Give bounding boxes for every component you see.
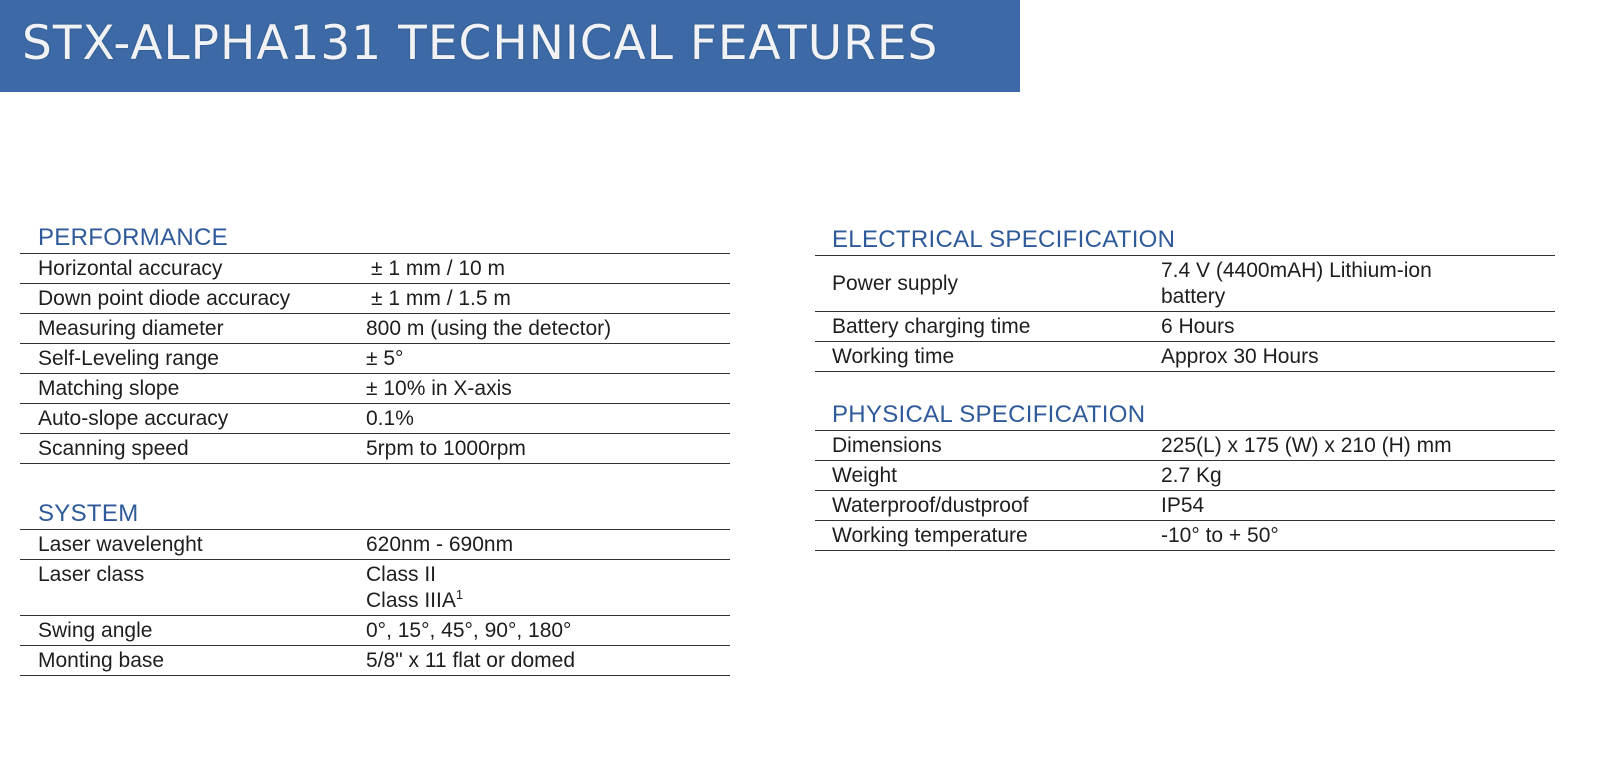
spec-label: Self-Leveling range: [38, 347, 219, 370]
performance-table: [20, 253, 730, 464]
system-section: [20, 499, 730, 676]
spec-value: 0.1%: [366, 407, 414, 430]
spec-label: Down point diode accuracy: [38, 287, 291, 310]
table-row: [815, 491, 1555, 521]
spec-label: Scanning speed: [38, 437, 189, 460]
table-row: [815, 342, 1555, 372]
system-title: SYSTEM: [38, 500, 139, 527]
spec-label: Measuring diameter: [38, 317, 224, 340]
spec-value: ± 1 mm / 10 m: [371, 257, 506, 280]
spec-label: Monting base: [38, 649, 165, 672]
spec-value: 2.7 Kg: [1161, 464, 1222, 487]
table-row: [815, 256, 1555, 312]
spec-value: 620nm - 690nm: [366, 533, 514, 556]
table-row: [815, 312, 1555, 342]
spec-value: 5/8" x 11 flat or domed: [366, 649, 576, 672]
spec-value: [1161, 256, 1555, 312]
spec-label: Weight: [832, 464, 897, 487]
spec-value: ± 10% in X-axis: [366, 377, 512, 400]
table-row: [20, 344, 730, 374]
spec-value: Approx 30 Hours: [1161, 345, 1319, 368]
spec-label: Horizontal accuracy: [38, 257, 223, 280]
table-row: [20, 560, 730, 616]
spec-value: ± 5°: [366, 347, 404, 370]
table-row: [20, 616, 730, 646]
spec-value: ± 1 mm / 1.5 m: [371, 287, 511, 310]
table-row: [20, 374, 730, 404]
table-row: [20, 646, 730, 676]
spec-label: Working time: [832, 345, 955, 368]
spec-label: Swing angle: [38, 619, 153, 642]
spec-label: Laser wavelenght: [38, 533, 203, 556]
table-row: [20, 530, 730, 560]
spec-value: -10° to + 50°: [1161, 524, 1279, 547]
spec-label: Laser class: [38, 563, 145, 586]
spec-value-text: Class IIIA: [366, 589, 456, 612]
physical-title: PHYSICAL SPECIFICATION: [832, 401, 1146, 428]
spec-label: Battery charging time: [832, 315, 1031, 338]
spec-value: 225(L) x 175 (W) x 210 (H) mm: [1161, 434, 1452, 457]
table-row: [20, 254, 730, 284]
spec-value: 0°, 15°, 45°, 90°, 180°: [366, 619, 572, 642]
spec-label: Dimensions: [832, 434, 942, 457]
table-row: [20, 314, 730, 344]
spec-value-line: Class II: [366, 563, 437, 586]
performance-title: PERFORMANCE: [38, 224, 228, 251]
table-row: [815, 431, 1555, 461]
physical-table: [815, 430, 1555, 551]
system-table: [20, 529, 730, 676]
title-banner: [0, 0, 1020, 92]
footnote-marker: 1: [455, 587, 464, 602]
electrical-table: [815, 255, 1555, 372]
spec-value: 5rpm to 1000rpm: [366, 437, 526, 460]
spec-value-line: 7.4 V (4400mAH) Lithium-ion: [1161, 259, 1432, 282]
spec-label: Auto-slope accuracy: [38, 407, 229, 430]
spec-value: [366, 560, 730, 616]
spec-value-line: [366, 588, 730, 614]
page-title: STX-ALPHA131 TECHNICAL FEATURES: [22, 16, 939, 71]
table-row: [20, 404, 730, 434]
physical-section: [815, 400, 1555, 551]
spec-value: 800 m (using the detector): [366, 317, 612, 340]
spec-value: IP54: [1161, 494, 1205, 517]
electrical-section: [815, 225, 1555, 372]
spec-value: 6 Hours: [1161, 315, 1235, 338]
table-row: [815, 461, 1555, 491]
spec-label: Matching slope: [38, 377, 180, 400]
spec-label: Working temperature: [832, 524, 1028, 547]
spec-value-line: battery: [1161, 285, 1226, 308]
table-row: [20, 284, 730, 314]
spec-label: Waterproof/dustproof: [832, 494, 1029, 517]
electrical-title: ELECTRICAL SPECIFICATION: [832, 226, 1176, 253]
performance-section: [20, 223, 730, 464]
spec-label: Power supply: [832, 272, 959, 295]
table-row: [815, 521, 1555, 551]
table-row: [20, 434, 730, 464]
